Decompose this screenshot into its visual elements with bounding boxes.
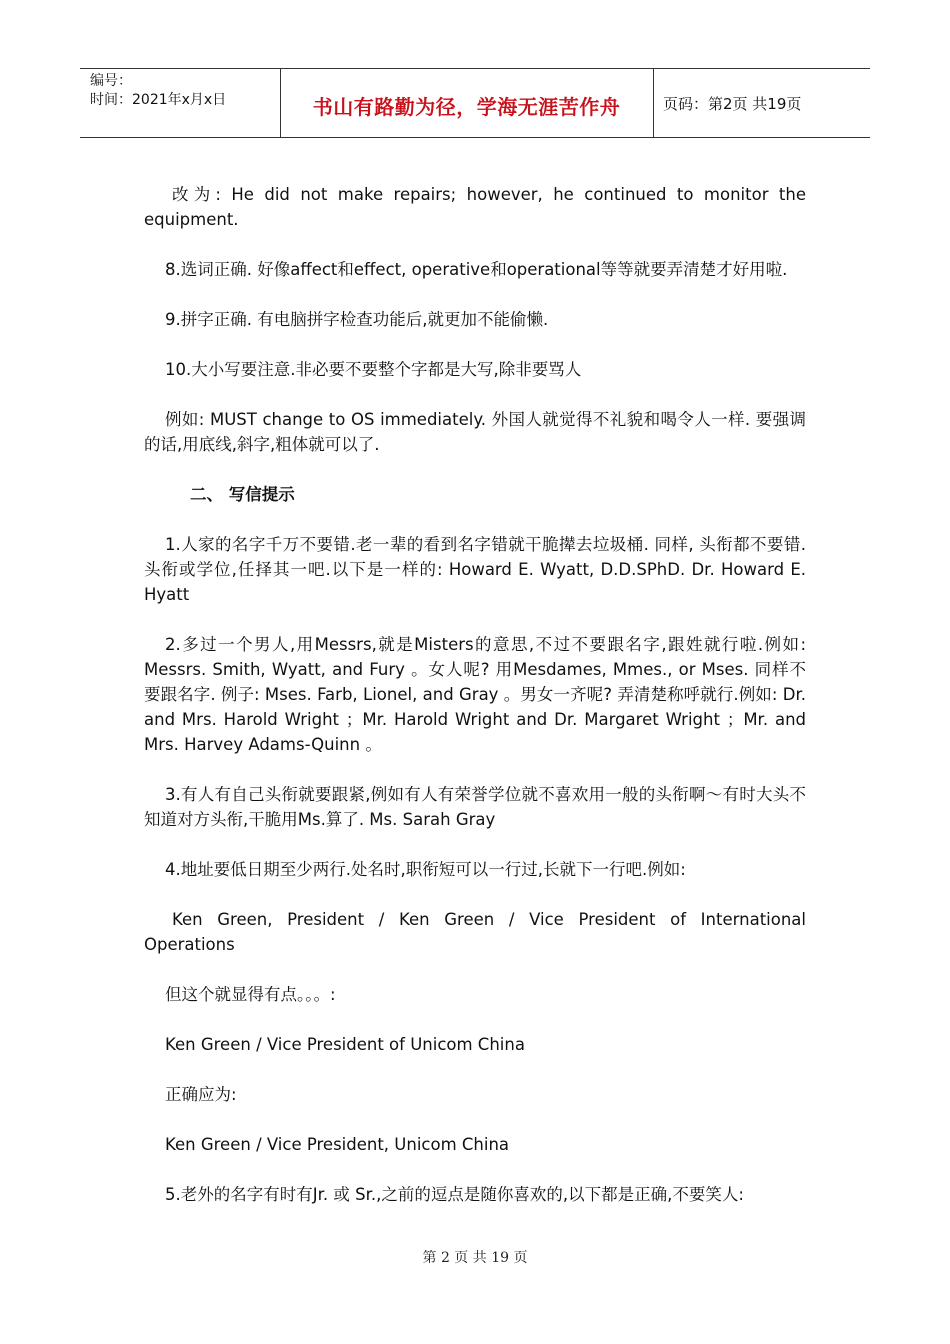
header-page-info: 页码：第2页 共19页	[663, 95, 802, 113]
paragraph-tip-2: 2.多过一个男人,用Messrs,就是Misters的意思,不过不要跟名字,跟姓就行啦.例如: Messrs. Smith, Wyatt, and Fury 。女人呢? 用Mesdames, Mmes., or Mses. 同样不要跟名字. 例子: Mses. Farb, Lionel, and Gray 。男女一齐呢? 弄清楚称呼就行.例如: Dr. and Mrs. Harold Wright ；Mr. Harold Wright and Dr. Margaret Wright ；Mr. and Mrs. Harvey Adams-Quinn 。	[144, 635, 806, 754]
paragraph-revised-example: 改为: He did not make repairs; however, he continued to monitor the equipment.	[144, 185, 806, 229]
section-heading-letter-tips: 二、 写信提示	[190, 485, 295, 504]
paragraph-awkward-note: 但这个就显得有点。。。:	[165, 985, 336, 1004]
paragraph-item-10: 10.大小写要注意.非必要不要整个字都是大写,除非要骂人	[165, 360, 582, 379]
paragraph-tip-3: 3.有人有自己头衔就要跟紧,例如有人有荣誉学位就不喜欢用一般的头衔啊～有时大头不知道对方头衔,干脆用Ms.算了. Ms. Sarah Gray	[144, 785, 806, 829]
header-motto-cell	[280, 69, 654, 137]
page-footer: 第 2 页 共 19 页	[422, 1250, 528, 1266]
document-number-label: 编号：	[90, 73, 132, 89]
paragraph-tip-4: 4.地址要低日期至少两行.处名时,职衔短可以一行过,长就下一行吧.例如:	[165, 860, 686, 879]
paragraph-caps-example: 例如: MUST change to OS immediately. 外国人就觉得不礼貌和喝令人一样. 要强调的话,用底线,斜字,粗体就可以了.	[144, 410, 806, 454]
document-date-label: 时间：2021年x月x日	[90, 92, 227, 108]
header-meta-cell	[80, 69, 281, 137]
paragraph-title-example-1: Ken Green, President / Ken Green / Vice President of International Operations	[144, 910, 806, 954]
paragraph-tip-1: 1.人家的名字千万不要错.老一辈的看到名字错就干脆撵去垃圾桶. 同样, 头衔都不要错. 头衔或学位,任择其一吧.以下是一样的: Howard E. Wyatt, D.D.SPhD. Dr. Howard E. Hyatt	[144, 535, 806, 604]
paragraph-tip-5: 5.老外的名字有时有Jr. 或 Sr.,之前的逗点是随你喜欢的,以下都是正确,不要笑人:	[165, 1185, 744, 1204]
paragraph-item-9: 9.拼字正确. 有电脑拼字检查功能后,就更加不能偷懒.	[165, 310, 549, 329]
header-page-cell	[653, 69, 870, 137]
header-motto: 书山有路勤为径，学海无涯苦作舟	[312, 95, 621, 119]
paragraph-correct-note: 正确应为:	[165, 1085, 237, 1104]
paragraph-item-8: 8.选词正确. 好像affect和effect, operative和operational等等就要弄清楚才好用啦.	[165, 260, 788, 279]
document-body	[144, 182, 806, 1232]
page-header	[80, 68, 870, 138]
paragraph-title-example-3: Ken Green / Vice President, Unicom China	[165, 1135, 510, 1154]
paragraph-title-example-2: Ken Green / Vice President of Unicom China	[165, 1035, 525, 1054]
